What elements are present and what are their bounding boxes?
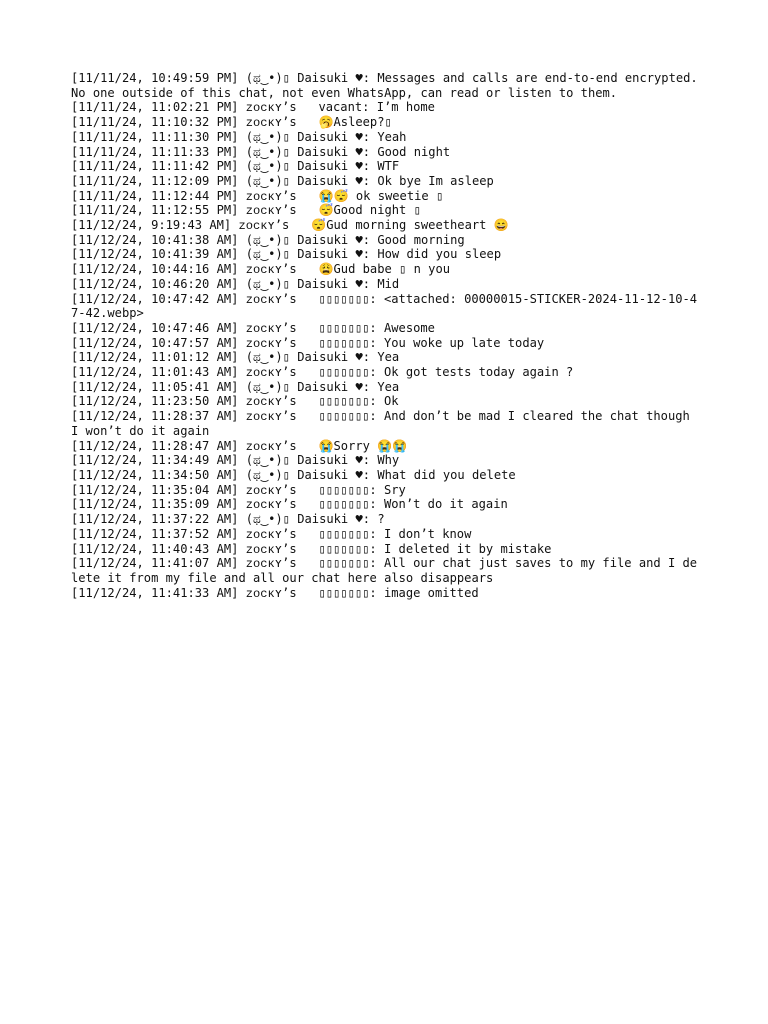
chat-message-line: [11/12/24, 11:35:04 AM] ᴢᴏᴄᴋʏ’s ▯▯▯▯▯▯▯: Sry — [71, 482, 406, 497]
chat-message-line: [11/11/24, 11:12:55 PM] ᴢᴏᴄᴋʏ’s 😴Good night ▯ — [71, 203, 421, 218]
chat-message-line: [11/12/24, 11:28:47 AM] ᴢᴏᴄᴋʏ’s 😭Sorry 😭😭 — [71, 438, 408, 453]
chat-message-line: [11/12/24, 10:44:16 AM] ᴢᴏᴄᴋʏ’s 😩Gud babe ▯ n you — [71, 262, 451, 277]
chat-message-line: [11/12/24, 11:40:43 AM] ᴢᴏᴄᴋʏ’s ▯▯▯▯▯▯▯: I deleted it by mistake — [71, 541, 552, 556]
chat-message-line: [11/11/24, 10:49:59 PM] (ಥ‿•)▯ Daisuki ♥: Messages and calls are end-to-end encrypted. No one outside of this chat, not even WhatsApp, can read or listen to them. — [71, 71, 705, 100]
chat-log-document — [71, 71, 705, 600]
chat-message-line: [11/12/24, 11:23:50 AM] ᴢᴏᴄᴋʏ’s ▯▯▯▯▯▯▯: Ok — [71, 394, 399, 409]
chat-message-line: [11/11/24, 11:02:21 PM] ᴢᴏᴄᴋʏ’s vacant: I’m home — [71, 100, 435, 115]
chat-message-line: [11/12/24, 11:35:09 AM] ᴢᴏᴄᴋʏ’s ▯▯▯▯▯▯▯: Won’t do it again — [71, 497, 508, 512]
chat-message-line: [11/11/24, 11:12:09 PM] (ಥ‿•)▯ Daisuki ♥: Ok bye Im asleep — [71, 173, 494, 188]
chat-message-line: [11/11/24, 11:12:44 PM] ᴢᴏᴄᴋʏ’s 😭😴 ok sweetie ▯ — [71, 188, 444, 203]
chat-message-line: [11/12/24, 10:47:46 AM] ᴢᴏᴄᴋʏ’s ▯▯▯▯▯▯▯: Awesome — [71, 320, 435, 335]
chat-message-line: [11/12/24, 11:28:37 AM] ᴢᴏᴄᴋʏ’s ▯▯▯▯▯▯▯: And don’t be mad I cleared the chat though I won’t do it again — [71, 409, 698, 438]
chat-message-line: [11/12/24, 11:34:50 AM] (ಥ‿•)▯ Daisuki ♥: What did you delete — [71, 467, 516, 482]
chat-message-line: [11/12/24, 10:47:57 AM] ᴢᴏᴄᴋʏ’s ▯▯▯▯▯▯▯: You woke up late today — [71, 335, 545, 350]
chat-message-line: [11/12/24, 9:19:43 AM] ᴢᴏᴄᴋʏ’s 😴Gud morning sweetheart 😄 — [71, 218, 509, 233]
chat-message-line: [11/11/24, 11:11:33 PM] (ಥ‿•)▯ Daisuki ♥: Good night — [71, 144, 451, 159]
chat-message-line: [11/12/24, 11:41:07 AM] ᴢᴏᴄᴋʏ’s ▯▯▯▯▯▯▯: All our chat just saves to my file and I delete it from my file and all our chat here also disappears — [71, 556, 698, 585]
chat-message-line: [11/11/24, 11:10:32 PM] ᴢᴏᴄᴋʏ’s 🥱Asleep?▯ — [71, 115, 392, 130]
chat-message-line: [11/12/24, 11:34:49 AM] (ಥ‿•)▯ Daisuki ♥: Why — [71, 453, 400, 468]
chat-message-line: [11/12/24, 10:47:42 AM] ᴢᴏᴄᴋʏ’s ▯▯▯▯▯▯▯: <attached: 00000015-STICKER-2024-11-12-10-47-42.webp> — [71, 291, 698, 321]
chat-message-line: [11/12/24, 11:01:12 AM] (ಥ‿•)▯ Daisuki ♥: Yea — [71, 350, 400, 365]
chat-message-line: [11/12/24, 10:41:38 AM] (ಥ‿•)▯ Daisuki ♥: Good morning — [71, 232, 465, 247]
chat-message-line: [11/12/24, 11:37:52 AM] ᴢᴏᴄᴋʏ’s ▯▯▯▯▯▯▯: I don’t know — [71, 526, 472, 541]
chat-message-line: [11/11/24, 11:11:42 PM] (ಥ‿•)▯ Daisuki ♥: WTF — [71, 159, 400, 174]
chat-message-line: [11/12/24, 10:46:20 AM] (ಥ‿•)▯ Daisuki ♥: Mid — [71, 276, 400, 291]
chat-message-line: [11/12/24, 11:01:43 AM] ᴢᴏᴄᴋʏ’s ▯▯▯▯▯▯▯: Ok got tests today again ? — [71, 365, 574, 380]
chat-message-line: [11/12/24, 10:41:39 AM] (ಥ‿•)▯ Daisuki ♥: How did you sleep — [71, 247, 502, 262]
chat-message-line: [11/12/24, 11:05:41 AM] (ಥ‿•)▯ Daisuki ♥: Yea — [71, 379, 400, 394]
chat-message-line: [11/11/24, 11:11:30 PM] (ಥ‿•)▯ Daisuki ♥: Yeah — [71, 129, 407, 144]
chat-message-line: [11/12/24, 11:41:33 AM] ᴢᴏᴄᴋʏ’s ▯▯▯▯▯▯▯: image omitted — [71, 585, 479, 600]
chat-message-line: [11/12/24, 11:37:22 AM] (ಥ‿•)▯ Daisuki ♥: ? — [71, 512, 385, 527]
